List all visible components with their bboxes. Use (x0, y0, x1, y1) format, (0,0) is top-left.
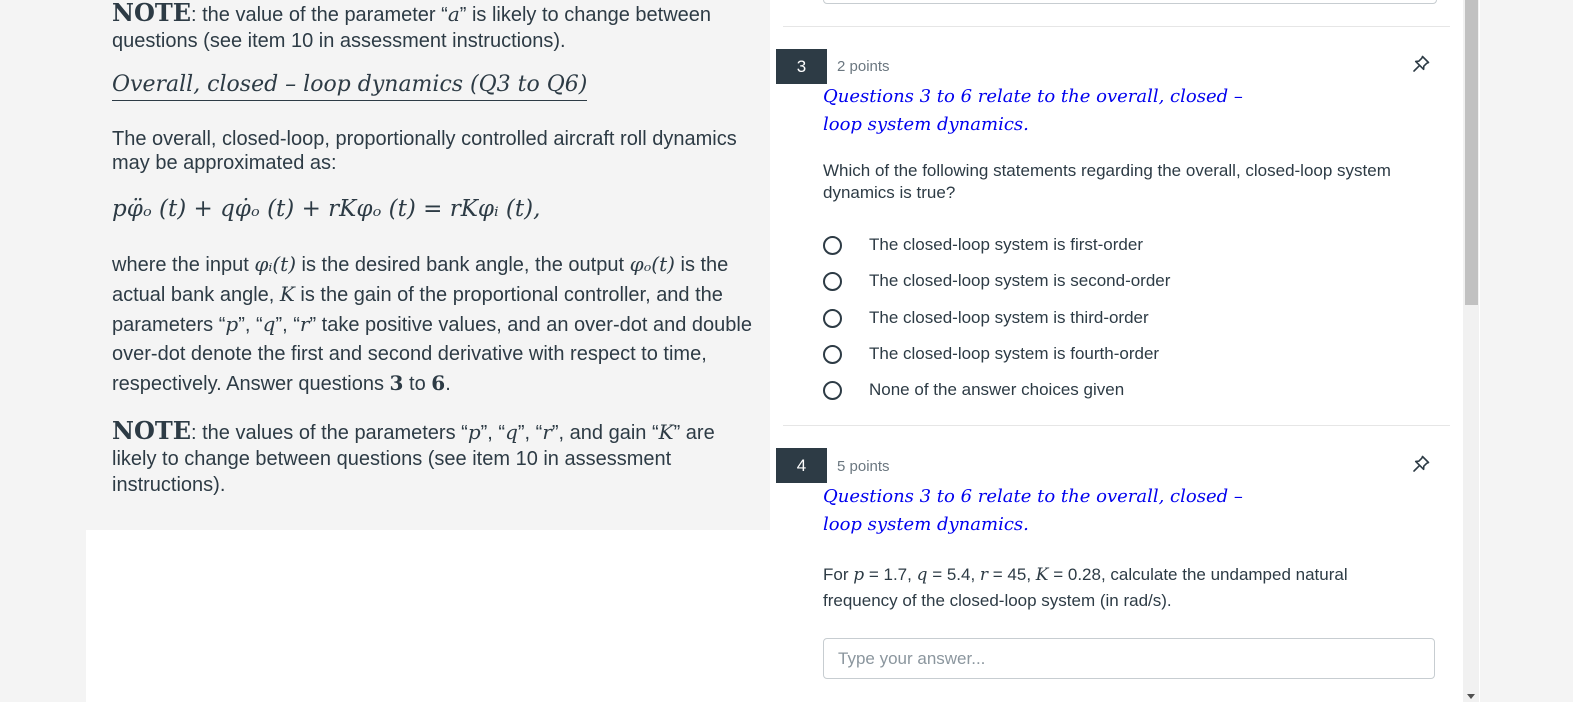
answer-input[interactable] (823, 638, 1435, 679)
scroll-down-arrow-icon[interactable] (1467, 694, 1475, 699)
dynamics-equation: pφ̈ₒ (t) + qφ̇ₒ (t) + rKφₒ (t) = rKφᵢ (t), (112, 196, 541, 222)
previous-answer-input[interactable] (823, 0, 1437, 4)
answer-option[interactable] (823, 305, 1343, 331)
question-text: Which of the following statements regarding the overall, closed-loop system dynamics is true? (823, 161, 1391, 202)
radio-button[interactable] (823, 345, 842, 364)
question-intro: Questions 3 to 6 relate to the overall, closed – loop system dynamics. (823, 486, 1243, 535)
answer-option[interactable] (823, 341, 1343, 367)
question-number-badge: 3 (776, 49, 827, 84)
equation-description: where the input φᵢ(t) is the desired bank angle, the output φₒ(t) is the actual bank angle, K is the gain of the proportional controller, and the parameters “p”, “q”, “r” take positive values, and an over-dot and double over-dot denote the first and second derivative with respect to time, respectively. Answer questions 3 to 6. (112, 252, 752, 395)
radio-button[interactable] (823, 381, 842, 400)
question-points: 2 points (837, 58, 890, 75)
question-intro: Questions 3 to 6 relate to the overall, closed – loop system dynamics. (823, 86, 1243, 135)
radio-button[interactable] (823, 272, 842, 291)
question-divider (783, 26, 1450, 27)
pin-icon[interactable] (1411, 454, 1431, 474)
question-points: 5 points (837, 458, 890, 475)
option-label: The closed-loop system is second-order (869, 271, 1171, 290)
option-label: The closed-loop system is fourth-order (869, 344, 1160, 363)
radio-button[interactable] (823, 309, 842, 328)
intro-text: The overall, closed-loop, proportionally controlled aircraft roll dynamics may be approximated as: (112, 128, 737, 174)
option-label: The closed-loop system is third-order (869, 308, 1149, 327)
note-label: NOTE (112, 0, 191, 27)
radio-button[interactable] (823, 236, 842, 255)
question-number-badge: 4 (776, 448, 827, 483)
section-heading: Overall, closed – loop dynamics (Q3 to Q6) (112, 72, 752, 101)
answer-option[interactable] (823, 232, 1343, 258)
question-divider (783, 425, 1450, 426)
question-text: For p = 1.7, q = 5.4, r = 45, K = 0.28, calculate the undamped natural frequency of the closed-loop system (in rad/s). (823, 565, 1348, 610)
pin-icon[interactable] (1411, 54, 1431, 74)
answer-option[interactable] (823, 268, 1343, 294)
note-parameters-pqrk: NOTE: the values of the parameters “p”, “q”, “r”, and gain “K” are likely to change between questions (see item 10 in assessment instructions). (112, 416, 715, 496)
option-label: None of the answer choices given (869, 380, 1125, 399)
option-label: The closed-loop system is first-order (869, 235, 1143, 254)
answer-option[interactable] (823, 377, 1343, 403)
scrollbar-thumb[interactable] (1465, 0, 1478, 305)
note-parameter-a: NOTE: the value of the parameter “a” is likely to change between questions (see item 10 in assessment instructions). (112, 0, 711, 52)
